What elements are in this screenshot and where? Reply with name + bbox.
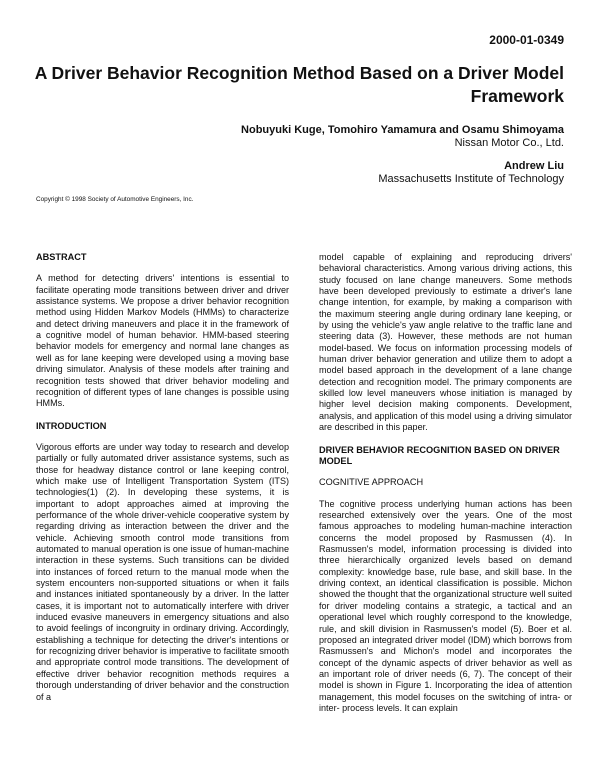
author-block-2 [164, 160, 564, 186]
introduction-continued-paragraph: model capable of explaining and reproducing drivers' behavioral characteristics. Among various driving actions, this study focused on lane change maneuvers. Some methods have been developed previously to estimate a driver's lane change intention, for example, by making a comparison with the maximum steering angle during ordinary lane keeping, or by using the vehicle's yaw angle relative to the traffic lane and steering data (3). However, these methods are not human model-based. We focus on information processing models of human driver behavior generation and utilize them to adopt a model based approach in the development of a lane change detection and recognition model. The primary components are skilled low level maneuvers whose initiation is managed by higher level decision making components. Development, analysis, and application of this model using a driving simulator are described in this paper. [319, 252, 572, 433]
right-column [319, 252, 572, 725]
abstract-paragraph: A method for detecting drivers' intentions is essential to facilitate operating mode transitions between driver and driver assistance systems. We propose a driver behavior recognition method using Hidden Markov Models (HMMs) to characterize and detect driving maneuvers and place it in the framework of a cognitive model of human behavior. HMM-based steering behavior models for emergency and normal lane changes as well as for lane keeping were developed using a moving base driving simulator. Analysis of these models after training and recognition tests showed that driver behavior modeling and recognition of different types of lane changes is possible using HMMs. [36, 273, 289, 409]
abstract-heading: ABSTRACT [36, 252, 87, 262]
second-author-affiliation: Massachusetts Institute of Technology [378, 173, 564, 185]
introduction-paragraph: Vigorous efforts are under way today to research and develop partially or fully automated driver assistance systems, such as those for headway distance control or lane keeping control, which make use of Intelligent Transportation System (ITS) technologies(1) (2). In developing these systems, it is important to adopt approaches aimed at improving the performance of the whole driver-vehicle cooperative system by regarding driving as interaction between the driver and the vehicle. Achieving smooth control mode transitions from automated to manual operation is one issue of human-machine interaction in these systems. Such transitions can be divided into instances of forced return to the manual mode when the system encounters non-supported situations or when it fails and instances initiated spontaneously by a driver. In the latter cases, it is important not to automatically interfere with driver induced evasive maneuvers in emergency situations and also to avoid feelings of incongruity in ordinary driving. Accordingly, establishing a technique for detecting the driver's intentions or for recognizing driver behavior is imperative to facilitate smooth and appropriate control mode transitions. The development of effective driver behavior recognition methods requires a thorough understanding of driver behavior and the construction of a [36, 441, 289, 702]
introduction-heading: INTRODUCTION [36, 420, 107, 431]
author-affiliation: Nissan Motor Co., Ltd. [454, 137, 564, 149]
author-block-1 [64, 124, 564, 150]
section-heading: DRIVER BEHAVIOR RECOGNITION BASED ON DRIVER MODEL [319, 444, 560, 466]
subsection-heading: COGNITIVE APPROACH [319, 477, 424, 488]
left-column [36, 252, 289, 714]
paper-title: A Driver Behavior Recognition Method Based on a Driver Model Framework [34, 63, 564, 106]
second-author-name: Andrew Liu [504, 160, 564, 172]
paper-id: 2000-01-0349 [489, 33, 564, 47]
author-names: Nobuyuki Kuge, Tomohiro Yamamura and Osamu Shimoyama [241, 124, 564, 136]
cognitive-approach-paragraph: The cognitive process underlying human actions has been researched extensively over the years. One of the most famous approaches to modeling human-machine interaction concerns the model proposed by Rasmussen (4). In Rasmussen's model, information processing is divided into three hierarchically organized levels based on demand complexity: knowledge base, rule base, and skill base. In the driving context, an identical classification is possible. Michon showed the thought that the organizational structure well suited for driver modeling contains a strategic, a tactical and an operational level which roughly correspond to the knowledge, rule, and skill division in Rasmussen's model (5). Boer et al. proposed an integrated driver model (IDM) which borrows from Rasmussen's and Michon's model and incorporates the concept of the dynamic aspects of driver behavior as well as an important role of driver needs (6, 7). The concept of their model is shown in Figure 1. Incorporating the idea of attention management, this model focuses on the switching of intra- or inter- process levels. It can explain [319, 498, 572, 713]
copyright-notice: Copyright © 1998 Society of Automotive Engineers, Inc. [36, 196, 194, 203]
